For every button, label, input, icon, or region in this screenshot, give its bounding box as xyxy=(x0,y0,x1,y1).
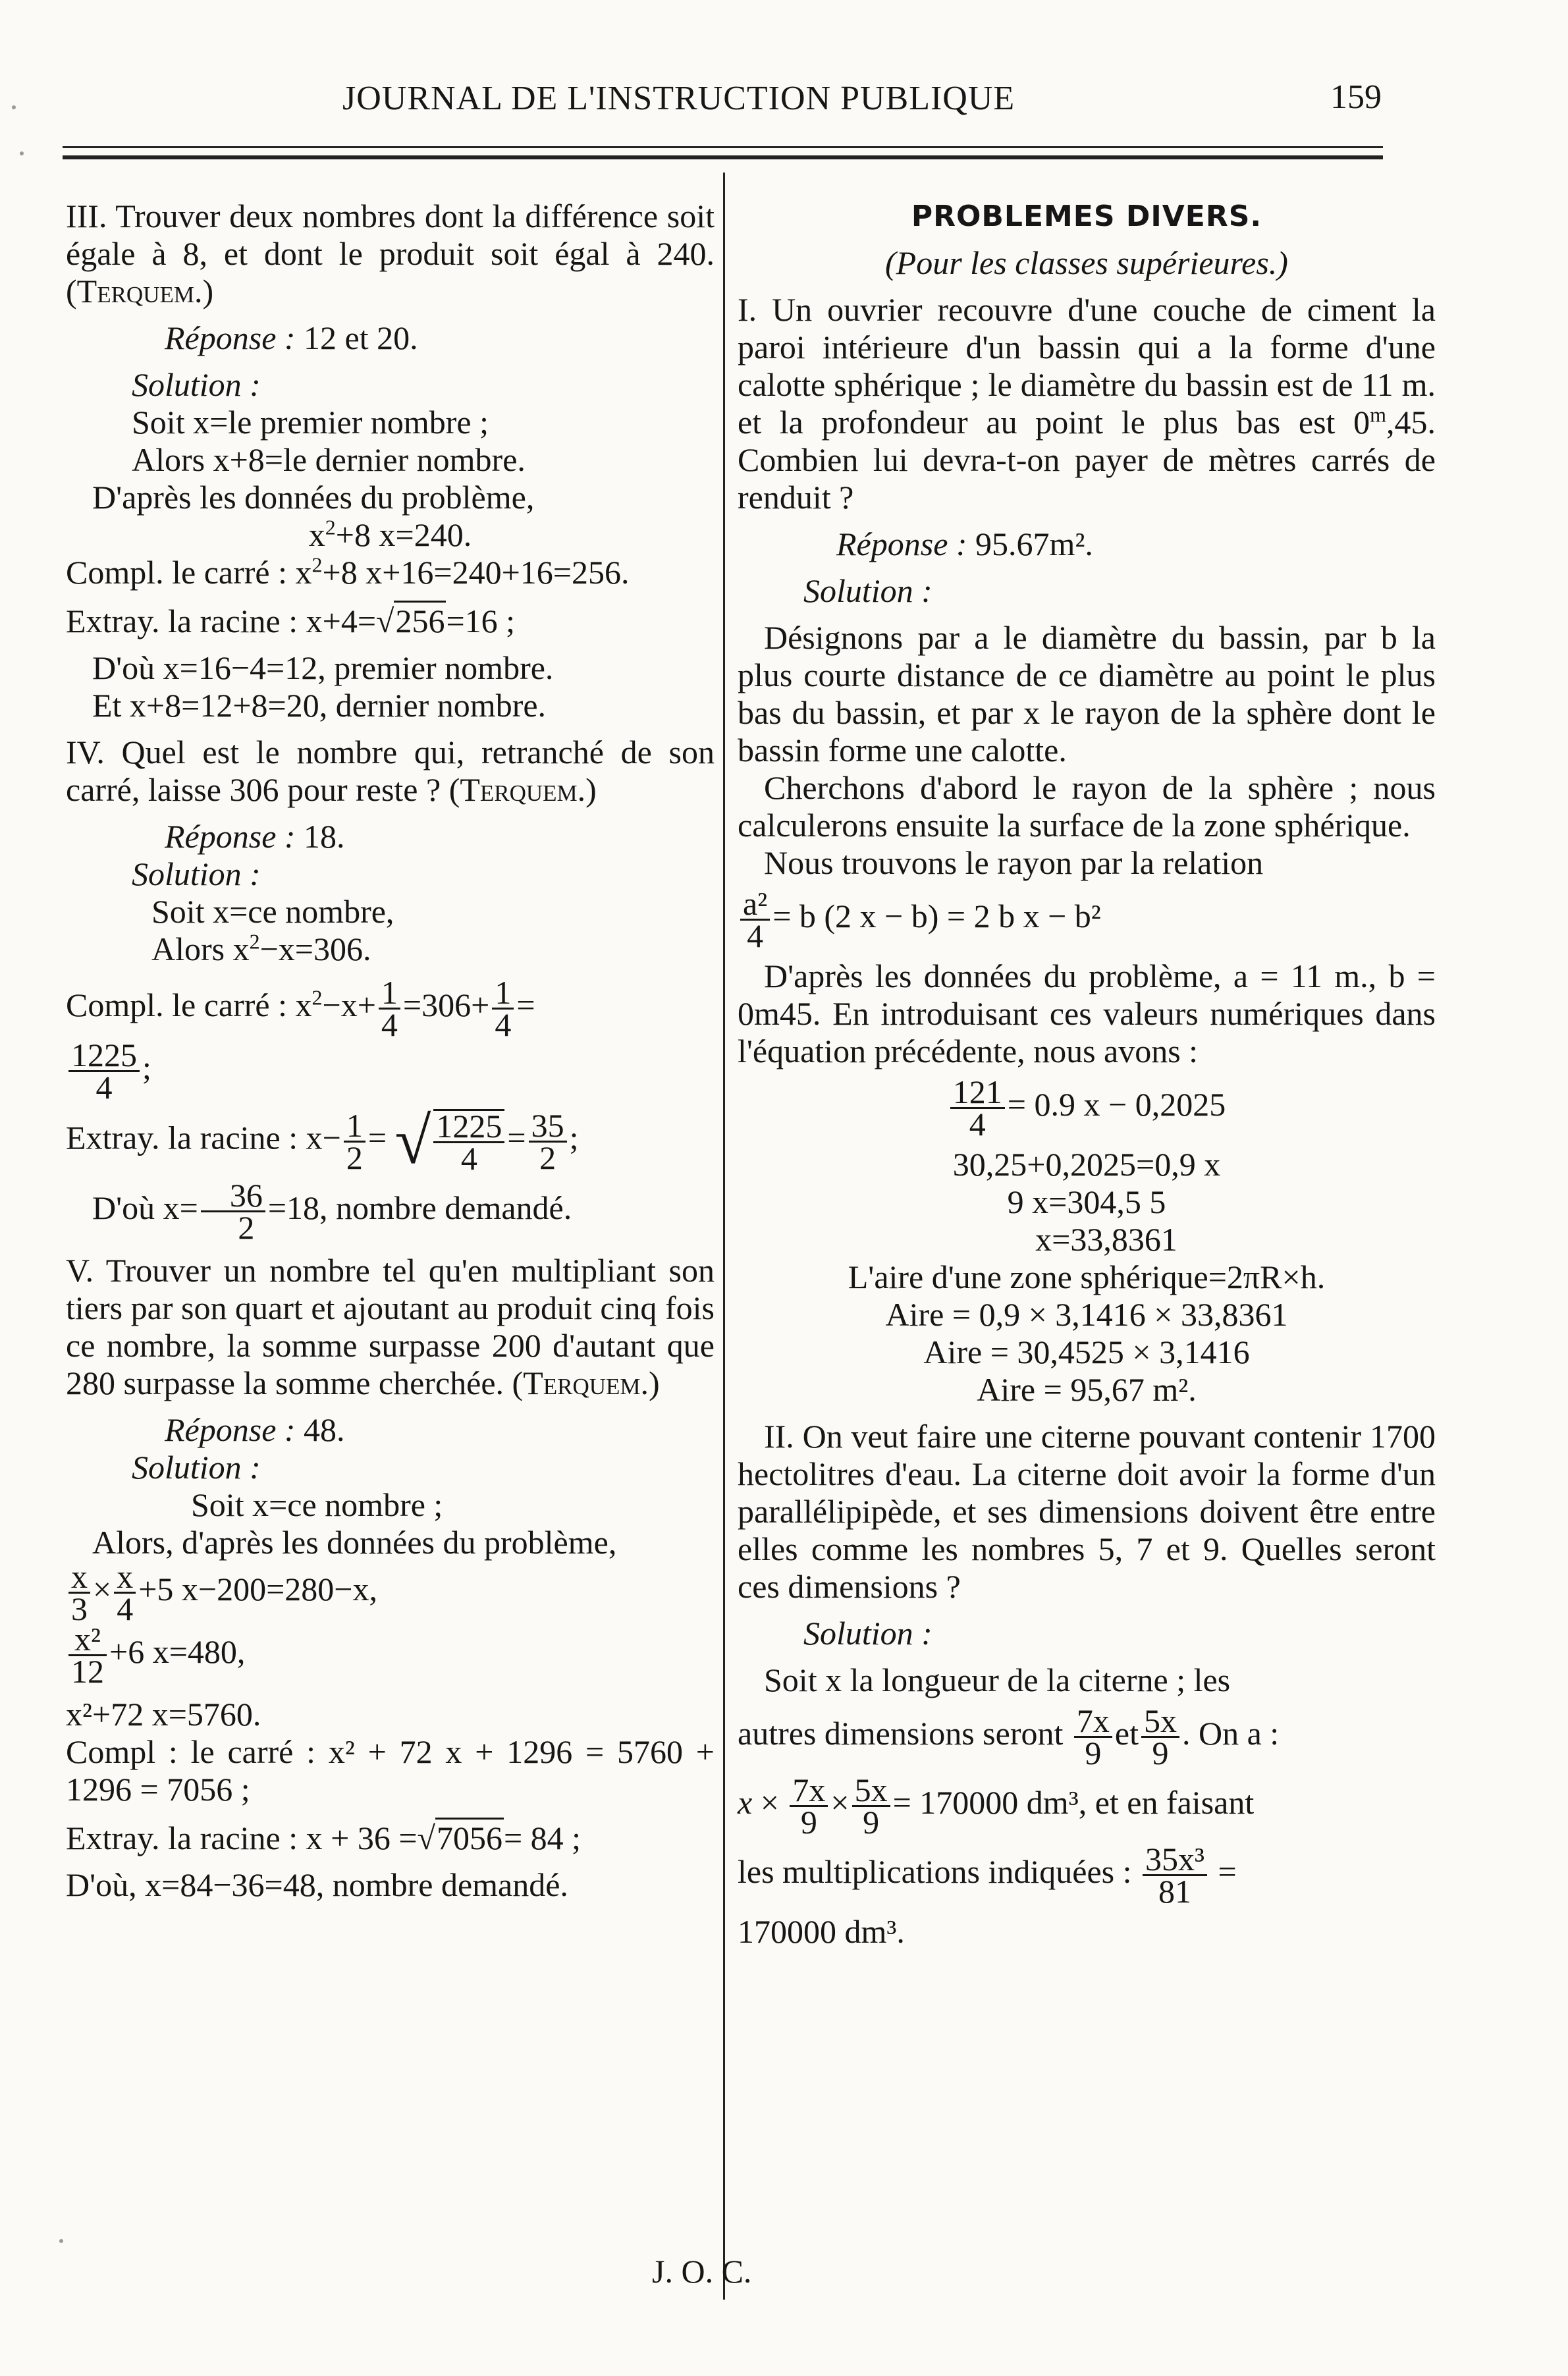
problem-4-extract-root: Extray. la racine : x− $\frac{1}{2}$ = √ $\frac{1225}{4}$ = $\frac{35}{2}$ ; xyxy=(66,1104,579,1177)
section-title: PROBLEMES DIVERS. xyxy=(911,200,1262,233)
problem-5-answer: Réponse : 48. xyxy=(165,1411,345,1448)
problem-5-extract-root: Extray. la racine : x + 36 =√7056= 84 ; xyxy=(66,1818,715,1857)
problem-4-solution-label: Solution : xyxy=(132,855,261,892)
problem-1-equation: 30,25+0,2025=0,9 x xyxy=(952,1146,1221,1183)
page-number: 159 xyxy=(1330,78,1382,116)
problem-2-statement: II. On veut faire une citerne pouvant contenir 1700 hectolitres d'eau. La citerne doit avoir la forme d'un parallélipipède, et ses dimensions doivent être entre elles comme les nombres 5, 7 et 9. Quelles seront ces dimensions ? xyxy=(738,1418,1436,1605)
problem-5-equation: $\frac{\text{x²}}{12}$ +6 x=480, xyxy=(66,1624,715,1687)
problem-2-solution-text: Soit x la longueur de la citerne ; les xyxy=(764,1661,1231,1698)
problem-3-answer: Réponse : 12 et 20. xyxy=(165,319,418,356)
signature: J. O. C. xyxy=(652,2253,752,2290)
problem-1-solution-text: Désignons par a le diamètre du bassin, par b la plus courte distance de ce diamètre au point le plus bas du bassin, et par x le rayon de la sphère dont le bassin forme une calotte. xyxy=(738,619,1436,769)
problem-1-solution-text: Nous trouvons le rayon par la relation xyxy=(764,844,1264,881)
section-subtitle: (Pour les classes supérieures.) xyxy=(885,244,1288,281)
problem-1-equation: Aire = 95,67 m². xyxy=(977,1371,1197,1408)
problem-4-answer: Réponse : 18. xyxy=(165,818,345,855)
problem-5-solution-label: Solution : xyxy=(132,1449,261,1486)
problem-3-result: Et x+8=12+8=20, dernier nombre. xyxy=(92,687,547,724)
problem-3-complete-square: Compl. le carré : $x^2+8$ x+16=240+16=256. xyxy=(66,553,630,591)
header-rule-bottom xyxy=(63,155,1383,159)
problem-4-result: D'où x= $\frac{36}{2}$ =18, nombre demandé. xyxy=(92,1177,572,1246)
problem-1-equation: L'aire d'une zone sphérique=2πR×h. xyxy=(848,1258,1326,1295)
scan-speck xyxy=(59,2239,63,2243)
problem-3-line: D'après les données du problème, xyxy=(92,479,535,516)
problem-1-solution-text: Cherchons d'abord le rayon de la sphère ; nous calculerons ensuite la surface de la zone sphérique. xyxy=(738,769,1436,844)
problem-1-equation: $\frac{121}{4}$ = 0.9 x − 0,2025 xyxy=(738,1077,1436,1139)
running-head: JOURNAL DE L'INSTRUCTION PUBLIQUE xyxy=(342,80,1015,117)
right-column xyxy=(738,198,1436,1951)
problem-2-equation: 170000 dm³. xyxy=(738,1913,905,1950)
scan-speck xyxy=(20,151,24,155)
column-divider xyxy=(723,173,725,2300)
problem-3-statement: III. Trouver deux nombres dont la différence soit égale à 8, et dont le produit soit égal à 240. (Terquem.) xyxy=(66,198,715,310)
problem-1-solution-label: Solution : xyxy=(803,572,933,609)
problem-3-line: Alors x+8=le dernier nombre. xyxy=(132,441,526,478)
problem-5-equation: $\frac{x}{3}$ × $\frac{x}{4}$ +5 x−200=280−x, xyxy=(66,1561,715,1624)
problem-5-statement: V. Trouver un nombre tel qu'en multipliant son tiers par son quart et ajoutant au produit cinq fois ce nombre, la somme surpasse 200 d'autant que 280 surpasse la somme cherchée. (Terquem.) xyxy=(66,1252,715,1401)
problem-4-complete-square: Compl. le carré : $x^2-x+$ $\frac{1}{4}$ =306+ $\frac{1}{4}$ = xyxy=(66,974,535,1043)
problem-4-fraction-line: $\frac{1225}{4}$ ; xyxy=(66,1040,715,1102)
problem-1-relation: $\frac{\text{a²}}{4}$ = b (2 x − b) = 2 b x − b² xyxy=(738,888,1436,951)
problem-3-equation: $x^2+8$ x=240. xyxy=(308,515,472,553)
problem-5-line: Alors, d'après les données du problème, xyxy=(92,1524,617,1561)
problem-4-line: Alors $x^2-x=306$. xyxy=(151,929,371,967)
problem-1-equation: Aire = 30,4525 × 3,1416 xyxy=(923,1334,1250,1370)
problem-1-equation: Aire = 0,9 × 3,1416 × 33,8361 xyxy=(885,1296,1288,1333)
problem-4-statement: IV. Quel est le nombre qui, retranché de son carré, laisse 306 pour reste ? (Terquem.) xyxy=(66,734,715,808)
problem-1-solution-text: D'après les données du problème, a = 11 m., b = 0m45. En introduisant ces valeurs numériques dans l'équation précédente, nous avons : xyxy=(738,958,1436,1069)
problem-2-solution-label: Solution : xyxy=(803,1615,933,1652)
problem-5-complete-square: Compl : le carré : x² + 72 x + 1296 = 5760 + 1296 = 7056 ; xyxy=(66,1733,715,1808)
left-column xyxy=(66,198,715,1904)
problem-1-statement: I. Un ouvrier recouvre d'une couche de ciment la paroi intérieure d'un bassin qui a la forme d'une calotte sphérique ; le diamètre du bassin est de 11 m. et la profondeur au point le plus bas est 0$^m$,45. Combien lui devra-t-on payer de mètres carrés de renduit ? xyxy=(738,291,1436,516)
problem-4-line: Soit x=ce nombre, xyxy=(151,893,394,930)
problem-5-line: Soit x=ce nombre ; xyxy=(191,1486,443,1523)
problem-1-equation: x=33,8361 xyxy=(1035,1221,1177,1258)
problem-3-solution-label: Solution : xyxy=(132,366,261,403)
problem-5-result: D'où, x=84−36=48, nombre demandé. xyxy=(66,1866,568,1903)
problem-3-extract-root: Extray. la racine : x+4=√256=16 ; xyxy=(66,601,715,640)
problem-1-answer: Réponse : 95.67m². xyxy=(836,526,1093,562)
header-rule-top xyxy=(63,146,1383,148)
problem-1-equation: 9 x=304,5 5 xyxy=(1007,1183,1166,1220)
problem-2-equation: les multiplications indiquées : $\frac{\text{35x³}}{81}$ = xyxy=(738,1841,1237,1910)
problem-2-equation: x × $\frac{7x}{9}$ × $\frac{5x}{9}$ = 170000 dm³, et en faisant xyxy=(738,1771,1255,1841)
scan-speck xyxy=(12,105,16,109)
problem-3-line: Soit x=le premier nombre ; xyxy=(132,404,489,441)
problem-3-result: D'où x=16−4=12, premier nombre. xyxy=(92,649,554,686)
problem-2-solution-text: autres dimensions seront $\frac{7x}{9}$ et $\frac{5x}{9}$ . On a : xyxy=(738,1702,1280,1771)
problem-5-equation: x²+72 x=5760. xyxy=(66,1696,261,1733)
